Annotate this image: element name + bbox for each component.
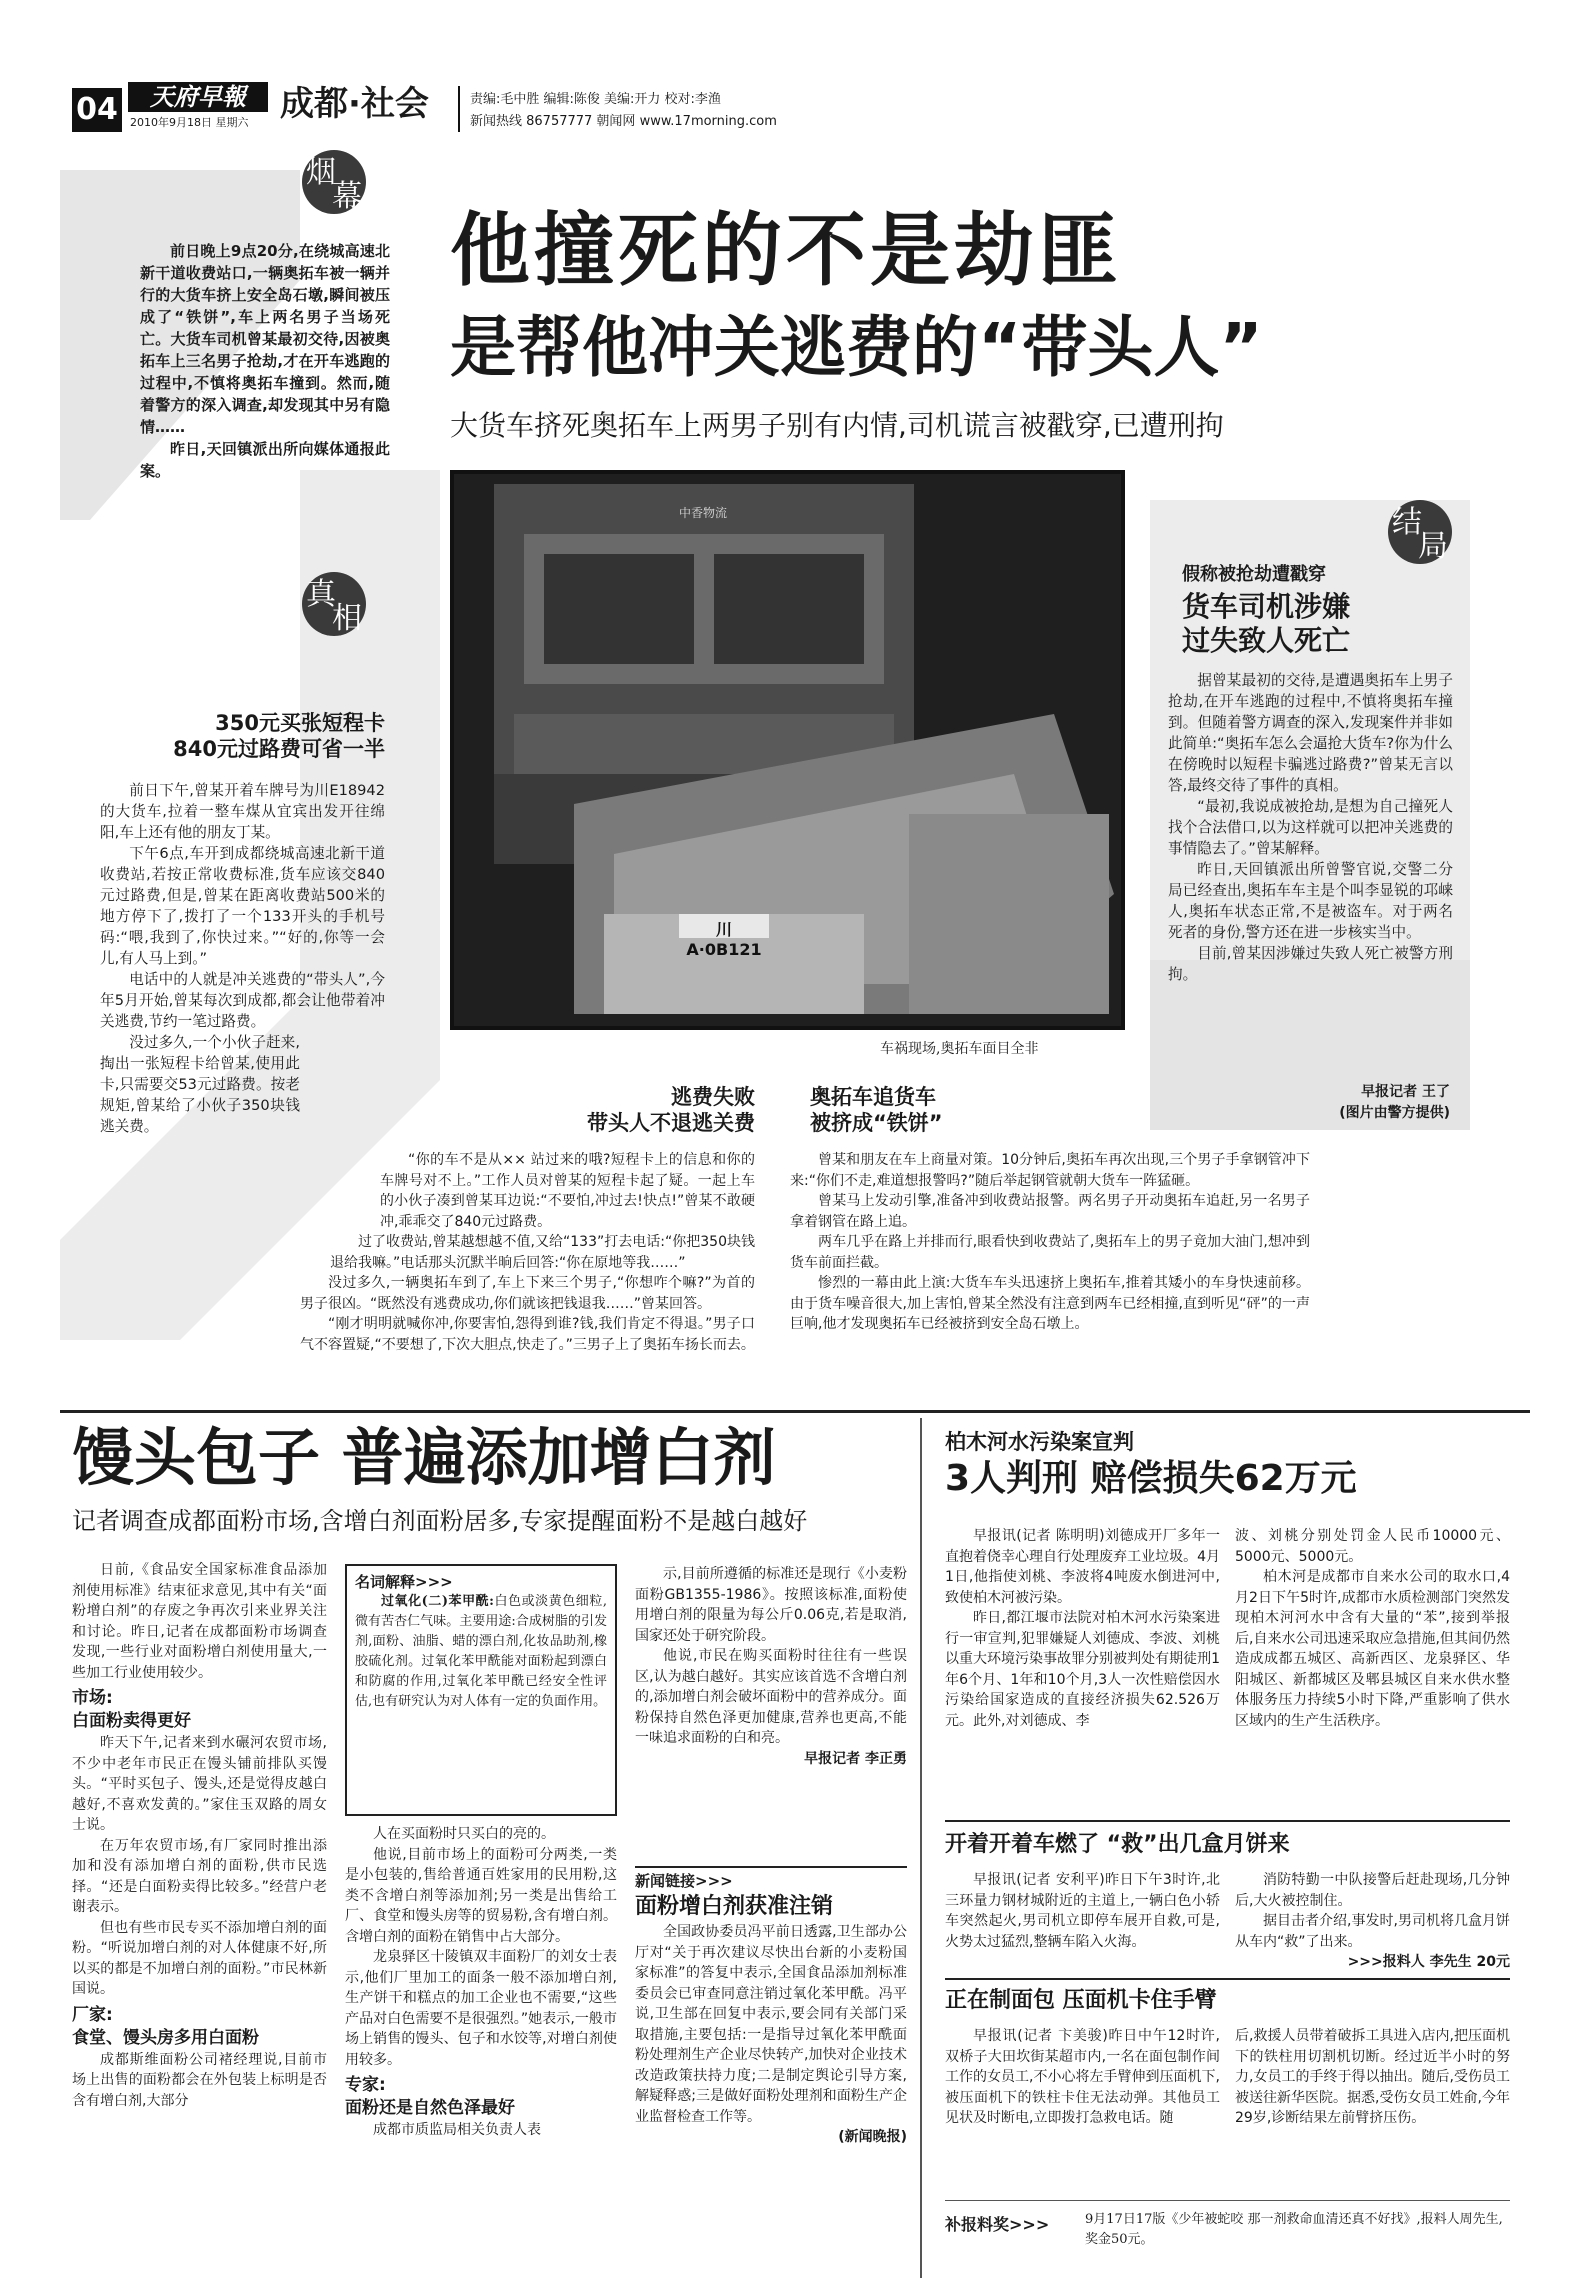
mantou-col2: 人在买面粉时只买白的亮的。 他说,目前市场上的面粉可分两类,一类是小包装的,售给普通百姓家用的民用粉,这类不含增白剂等添加剂;另一类是出售给工厂、食堂和馒头房等的贸易粉,含有增白剂。含增白剂的面粉在销售中占大部分。 龙泉驿区十陵镇双丰面粉厂的刘女士表示,他们厂里加工的面条一般不添加增白剂,生产饼干和糕点的加工企业也不需要,“这些产品对白色需要不是很强烈。”她表示,一般市场上销售的馒头、包子和水饺等,对增白剂使用较多。 专家: 面粉还是自然色泽最好 成都市质监局相关负责人表 — [345, 1826, 617, 2138]
zx-headline: 350元买张短程卡 840元过路费可省一半 — [173, 711, 385, 761]
mantou-subtitle: 记者调查成都面粉市场,含增白剂面粉居多,专家提醒面粉不是越白越好 — [72, 1507, 808, 1535]
bao-label: 补报料奖>>> — [945, 2215, 1050, 2234]
tf-headline: 逃费失败 带头人不退逃关费 — [587, 1085, 755, 1135]
bao-rule — [945, 2200, 1510, 2201]
photo-caption: 车祸现场,奥拓车面目全非 — [880, 1041, 1039, 1057]
a3-col1: 早报讯(记者 卞美骏)昨日中午12时许,双桥子大田坎街某超市内,一名在面包制作间工作的女员工,不小心将左手臂伸到压面机下,被压面机下的铁柱卡住无法动弹。其他员工见状及时断电,立即拨打急救电话。随 — [945, 2028, 1220, 2126]
photo-plate: 川A·0B121 — [686, 920, 762, 959]
link-source: (新闻晚报) — [838, 2129, 907, 2145]
main-headline-1: 他撞死的不是劫匪 — [450, 204, 1122, 297]
photo-truck-sign: 中香物流 — [679, 506, 728, 520]
a2-col2: 消防特勤一中队接警后赶赴现场,几分钟后,大火被控制住。 据目击者介绍,事发时,男司机将几盒月饼从车内“救”了出来。 >>>报料人 李先生 20元 — [1235, 1870, 1510, 1973]
mantou-col1: 日前,《食品安全国家标准食品添加剂使用标准》结束征求意见,其中有关“面粉增白剂”的存废之争再次引来业界关注和讨论。昨日,记者在成都面粉市场调查发现,一些行业对面粉增白剂使用量大,一些加工行业使用较少。 市场: 白面粉卖得更好 昨天下午,记者来到水碾河农贸市场,不少中老年市民正在馒头铺前排队买馒头。“平时买包子、馒头,还是觉得皮越白越好,不喜欢发黄的。”家住玉双路的周女士说。 在万年农贸市场,有厂家同时推出添加和没有添加增白剂的面粉,供市民选择。“还是白面粉卖得比较多。”经营户老谢表示。 但也有些市民专买不添加增白剂的面粉。“听说加增白剂的对人体健康不好,所以买的都是不加增白剂的面粉。”市民林新国说。 厂家: 食堂、馒头房多用白面粉 成都斯维面粉公司褚经理说,目前市场上出售的面粉都会在外包装上标明是否含有增白剂,大部分 — [72, 1562, 327, 2109]
accident-photo — [450, 470, 1125, 1030]
header-hotline: 新闻热线 86757777 朝闻网 www.17morning.com — [470, 114, 777, 129]
a3-headline: 正在制面包 压面机卡住手臂 — [945, 1988, 1217, 2013]
lead-text: 前日晚上9点20分,在绕城高速北新干道收费站口,一辆奥拓车被一辆并行的大货车挤上安全岛石墩,瞬间被压成了“铁饼”,车上两名男子当场死亡。大货车司机曾某最初交待,因被奥拓车上三名男子抢劫,才在开车逃跑的过程中,不慎将奥拓车撞到。然而,随着警方的深入调查,却发现其中另有隐情…… 昨日,天回镇派出所向媒体通报此案。 — [140, 242, 390, 480]
link-label: 新闻链接>>> — [635, 1866, 907, 1892]
bao-text: 9月17日17版《少年被蛇咬 那一剂救命血清还真不好找》,报料人周先生,奖金50元。 — [1085, 2212, 1503, 2247]
main-subtitle: 大货车挤死奥拓车上两男子别有内情,司机谎言被戳穿,已遭刑拘 — [450, 409, 1224, 442]
term-body: 白色或淡黄色细粒,微有苦杏仁气味。主要用途:合成树脂的引发剂,面粉、油脂、蜡的漂白剂,化妆品助剂,橡胶硫化剂。过氧化苯甲酰能对面粉起到漂白和防腐的作用,过氧化苯甲酰已经安全性评估,也有研究认为对人体有一定的负面作用。 — [355, 1594, 607, 1709]
section-rule — [60, 1410, 1530, 1413]
masthead-logo: 天府早報 — [128, 82, 268, 112]
main-headline-2: 是帮他冲关逃费的“带头人” — [450, 309, 1263, 386]
expert-head: 专家: 面粉还是自然色泽最好 — [345, 2075, 515, 2118]
section-title: 成都·社会 — [280, 84, 429, 124]
zx-body: 前日下午,曾某开着车牌号为川E18942的大货车,拉着一整车煤从宜宾出发开往绵阳,车上还有他的朋友丁某。 下午6点,车开到成都绕城高速北新干道收费站,若按正常收费标准,货车应该交840元过路费,但是,曾某在距离收费站500米的地方停下了,拨打了一个133开头的手机号码:“喂,我到了,你快过来。”“好的,你等一会儿,有人马上到。” 电话中的人就是冲关逃费的“带头人”,今年5月开始,曾某每次到成都,都会让他带着冲关逃费,节约一笔过路费。 没过多久,一个小伙子赶来,掏出一张短程卡给曾某,使用此卡,只需要交53元过路费。按老规矩,曾某给了小伙子350块钱逃关费。 — [100, 782, 385, 1135]
truck-illustration — [454, 474, 1125, 1030]
jj-body: 据曾某最初的交待,是遭遇奥拓车上男子抢劫,在开车逃跑的过程中,不慎将奥拓车撞到。但随着警方调查的深入,发现案件并非如此简单:“奥拓车怎么会逼抢大货车?你为什么在傍晚时以短程卡骗逃过路费?”曾某无言以答,最终交待了事件的真相。 “最初,我说成被抢劫,是想为自己撞死人找个合法借口,以为这样就可以把冲关逃费的事情隐去了。”曾某解释。 昨日,天回镇派出所曾警官说,交警二分局已经查出,奥拓车车主是个叫李显锐的邛崃人,奥拓车状态正常,不是被盗车。对于两名死者的身份,警方还在进一步核实当中。 目前,曾某因涉嫌过失致人死亡被警方刑拘。 — [1168, 672, 1453, 983]
term-label: 名词解释>>> — [355, 1573, 453, 1591]
badge-zhenxiang: 真 相 — [302, 572, 366, 636]
badge-jieju: 结 局 — [1388, 500, 1452, 564]
jj-kicker: 假称被抢劫遭戳穿 — [1182, 564, 1326, 585]
a2-rule — [945, 1820, 1510, 1822]
mantou-byline: 早报记者 李正勇 — [804, 1750, 907, 1767]
jj-byline: 早报记者 王了 (图片由警方提供) — [1339, 1084, 1450, 1121]
a3-col2: 后,救援人员带着破拆工具进入店内,把压面机下的铁柱用切割机切断。经过近半小时的努力,女员工的手终于得以抽出。随后,受伤员工被送往新华医院。据悉,受伤女员工姓俞,今年29岁,诊断结果左前臂挤压伤。 — [1235, 2028, 1510, 2126]
factory-head: 厂家: 食堂、馒头房多用白面粉 — [72, 2004, 259, 2048]
a2-headline: 开着开着车燃了 “救”出几盒月饼来 — [945, 1832, 1290, 1857]
link-head: 面粉增白剂获准注销 — [635, 1894, 834, 1919]
tf-body: “你的车不是从×× 站过来的哦?短程卡上的信息和你的车牌号对不上。”工作人员对曾某的短程卡起了疑。一起上车的小伙子凑到曾某耳边说:“不要怕,冲过去!快点!”曾某不敢硬冲,乖乖交了840元过路费。 过了收费站,曾某越想越不值,又给“133”打去电话:“你把350块钱退给我嘛。”电话那头沉默半晌后回答:“你在原地等我……” 没过多久,一辆奥拓车到了,车上下来三个男子,“你想咋个嘛?”为首的男子很凶。“既然没有逃费成功,你们就该把钱退我……”曾某回答。 “刚才明明就喊你冲,你要害怕,怨得到谁?钱,我们肯定不得退。”男子口气不容置疑,“不要想了,下次大胆点,快走了。”三男子上了奥拓车扬长而去。 — [300, 1152, 755, 1353]
a1-col1: 早报讯(记者 陈明明)刘德成开厂多年一直抱着侥幸心理自行处理废弃工业垃圾。4月1日,他指使刘桃、李波将4吨废水倒进河中,致使柏木河被污染。 昨日,都江堰市法院对柏木河水污染案进行一审宣判,犯罪嫌疑人刘德成、李波、刘桃以重大环境污染事故罪分别被判处有期徒刑1年6个月、1年和10个月,3人一次性赔偿因水污染给国家造成的直接经济损失62.526万元。此外,对刘德成、李 — [945, 1528, 1220, 1729]
market-head: 市场: 白面粉卖得更好 — [72, 1688, 191, 1731]
mantou-headline: 馒头包子 普遍添加增白剂 — [72, 1421, 776, 1494]
term-box — [345, 1564, 617, 1816]
column-rule — [920, 1418, 922, 2278]
page-number: 04 — [72, 88, 122, 132]
header-date: 2010年9月18日 星期六 — [130, 116, 249, 129]
a2-byline: >>>报料人 李先生 20元 — [1347, 1954, 1510, 1970]
mantou-col3: 示,目前所遵循的标准还是现行《小麦粉面粉GB1355-1986》。按照该标准,面粉使用增白剂的限量为每公斤0.06克,若是取消,国家还处于研究阶段。 他说,市民在购买面粉时往往有一些误区,认为越白越好。其实应该首选不含增白剂的,添加增白剂会破坏面粉中的营养成分。面粉保持自然色泽更加健康,营养也更高,不能一味追求面粉的白和亮。 早报记者 李正勇 — [635, 1564, 907, 1769]
link-box: 新闻链接>>> 面粉增白剂获准注销 全国政协委员冯平前日透露,卫生部办公厅对“关于再次建议尽快出台新的小麦粉国家标准”的答复中表示,全国食品添加剂标准委员会已审查同意注销过氧化苯甲酰。冯平说,卫生部在回复中表示,要会同有关部门采取措施,主要包括:一是指导过氧化苯甲酰面粉处理剂生产企业尽快转产,加快对企业技术改造政策扶持力度;二是制定舆论引导方案,解疑释惑;三是做好面粉处理剂和面粉生产企业监督检查工作等。 (新闻晚报) — [635, 1866, 907, 2147]
jj-headline: 货车司机涉嫌 过失致人死亡 — [1182, 590, 1351, 657]
a2-col1: 早报讯(记者 安利平)昨日下午3时许,北三环量力钢材城附近的主道上,一辆白色小轿车突然起火,男司机立即停车展开自救,可是,火势太过猛烈,整辆车陷入火海。 — [945, 1872, 1220, 1950]
header-staff: 责编:毛中胜 编辑:陈俊 美编:开力 校对:李渔 — [470, 92, 721, 107]
a1-headline: 柏木河水污染案宣判 3人判刑 赔偿损失62万元 — [945, 1430, 1357, 1499]
ad-headline: 奥拓车追货车 被挤成“铁饼” — [810, 1085, 943, 1135]
ad-body: 曾某和朋友在车上商量对策。10分钟后,奥拓车再次出现,三个男子手拿钢管冲下来:“你们不走,难道想报警吗?”随后举起钢管就朝大货车一阵猛砸。 曾某马上发动引擎,准备冲到收费站报警。两名男子开动奥拓车追赶,另一名男子拿着钢管在路上追。 两车几乎在路上并排而行,眼看快到收费站了,奥拓车上的男子竟加大油门,想冲到货车前面拦截。 惨烈的一幕由此上演:大货车车头迅速挤上奥拓车,推着其矮小的车身快速前移。由于货车噪音很大,加上害怕,曾某全然没有注意到两车已经相撞,直到听见“砰”的一声巨响,他才发现奥拓车已经被挤到安全岛石墩上。 — [790, 1152, 1310, 1332]
a3-rule — [945, 1978, 1510, 1980]
a1-col2: 波、刘桃分别处罚金人民币10000元、5000元、5000元。 柏木河是成都市自来水公司的取水口,4月2日下午5时许,成都市水质检测部门突然发现柏木河河水中含有大量的“苯”,接到举报后,自来水公司迅速采取应急措施,但其间仍然造成成都五城区、高新西区、龙泉驿区、华阳城区、新都城区及郫县城区自来水供水整体服务压力持续5小时下降,严重影响了供水区域内的生产生活秩序。 — [1235, 1528, 1510, 1729]
badge-yanmu: 烟 幕 — [302, 150, 366, 214]
term-head: 过氧化(二)苯甲酰: — [381, 1594, 494, 1609]
